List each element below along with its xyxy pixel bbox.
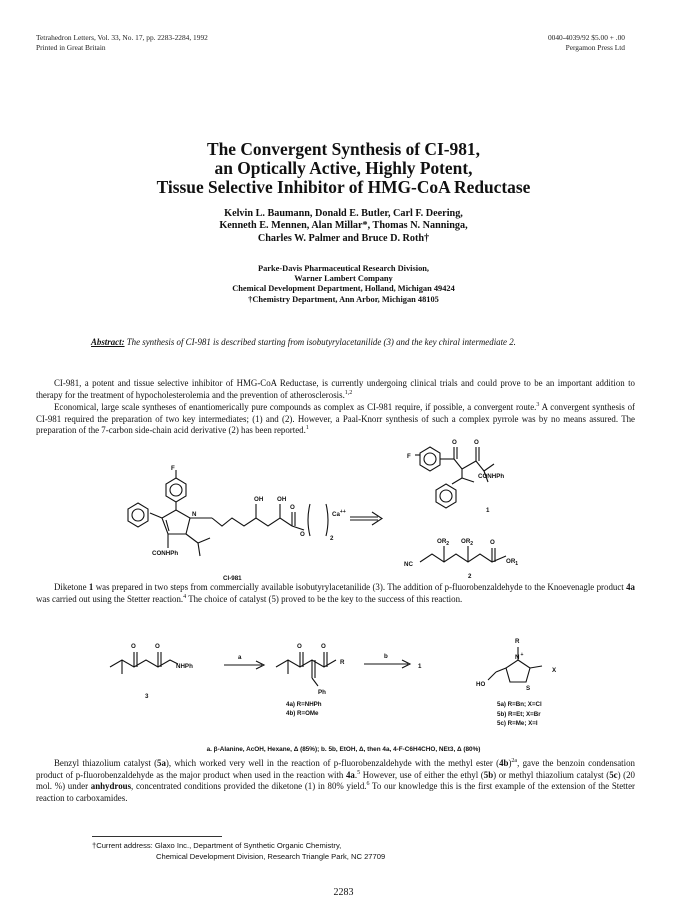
atom-label: R bbox=[515, 638, 520, 645]
paragraph-text: The choice of catalyst (5) proved to be the key to the success of this reaction. bbox=[186, 593, 463, 604]
compound-ref: 5b bbox=[483, 769, 494, 780]
atom-label: Ph bbox=[318, 689, 326, 696]
atom-label: X bbox=[552, 667, 557, 674]
abstract-label: Abstract: bbox=[91, 337, 125, 347]
reference-mark: 3 bbox=[536, 402, 540, 408]
compound-ref: 5a bbox=[157, 758, 166, 768]
compound-4-list bbox=[286, 700, 322, 718]
scheme-2-labels bbox=[131, 638, 557, 700]
paragraph-text: However, use of either the ethyl ( bbox=[362, 769, 484, 780]
atom-label: N bbox=[192, 511, 197, 518]
title-line: The Convergent Synthesis of CI-981, bbox=[207, 139, 480, 159]
author-line: Kenneth E. Mennen, Alan Millar*, Thomas N. Nanninga, bbox=[219, 220, 468, 232]
compound-label: 3 bbox=[145, 693, 149, 700]
atom-label: NHPh bbox=[176, 663, 193, 670]
compound-ref: 4b bbox=[499, 758, 509, 768]
paragraph-text: was carried out using the Stetter reaction. bbox=[36, 593, 184, 604]
atom-label: $OR_2$ bbox=[437, 538, 450, 547]
paragraph-text: Economical, large scale syntheses of enantiomerically pure compounds as complex as CI-981 require, if possible, a convergent route. bbox=[54, 402, 537, 412]
compound-5-entry: 5c) R=Me; X=I bbox=[497, 720, 538, 727]
atom-label: Ca++ bbox=[332, 509, 346, 518]
atom-label: CONHPh bbox=[478, 473, 505, 480]
paragraph-text: ) or methyl thiazolium catalyst ( bbox=[493, 769, 610, 780]
atom-label: R bbox=[340, 659, 345, 666]
atom-label: O bbox=[297, 643, 302, 650]
atom-label: 2 bbox=[330, 535, 334, 542]
abstract-text: The synthesis of CI-981 is described starting from isobutyrylacetanilide (3) and the key chiral intermediate 2. bbox=[124, 337, 516, 347]
reference-mark: 2a bbox=[511, 758, 518, 764]
printed-line: Printed in Great Britain bbox=[36, 42, 106, 52]
reagent-label: b bbox=[384, 653, 388, 660]
reference-mark: 5 bbox=[357, 769, 361, 776]
affiliation-line: Warner Lambert Company bbox=[294, 274, 393, 284]
paragraph-4: Benzyl thiazolium catalyst (5a), which worked very well in the reaction of p-fluorobenzaldehyde with the methyl ester $(4b)^{2a}$, gave the benzoin condensation product of p-fluorobenzaldehyde as the major product when used in the reaction with 4a.$^5$ However, use of either the ethyl (5b) or methyl thiazolium catalyst (5c) (20 mol. %) under anhydrous, concentrated conditions provided the diketone (1) in 80% yield.$^6$ To our knowledge this is the first example of the extension of the Stetter reaction to carboxamides. bbox=[36, 758, 635, 803]
atom-label: O bbox=[155, 643, 160, 650]
paragraph-text: To our knowledge this is the first example of the extension of the Stetter reaction to carboxamides. bbox=[36, 781, 635, 803]
compound-label: 2 bbox=[468, 573, 472, 580]
atom-label: O bbox=[490, 539, 495, 546]
compound-label: 1 bbox=[418, 663, 422, 670]
paragraph-text: A convergent synthesis of CI-981 required the preparation of two key intermediates; (1) and (2). However, a Paal-Knorr synthesis of such a complex pyrrole was by no means assured. The preparation of the 7-carbon side-chain acid derivative (2) has been reported. bbox=[36, 402, 635, 436]
page-number: 2283 bbox=[333, 887, 354, 898]
footnote-rule bbox=[92, 836, 222, 837]
compound-ref: 5c bbox=[609, 769, 618, 780]
author-line: Charles W. Palmer and Bruce D. Roth† bbox=[257, 232, 430, 244]
reference-mark: 1,2 bbox=[344, 389, 353, 396]
compound-4-entry: 4b) R=OMe bbox=[286, 710, 319, 717]
compound-5-list bbox=[497, 700, 542, 729]
compound-4-entry: 4a) R=NHPh bbox=[286, 701, 322, 708]
compound-5-entry: 5a) R=Bn; X=Cl bbox=[497, 701, 542, 708]
footnote-line: Chemical Development Division, Research Triangle Park, NC 27709 bbox=[156, 851, 386, 861]
footnote bbox=[92, 841, 612, 862]
atom-label: O bbox=[131, 643, 136, 650]
atom-label: CONHPh bbox=[152, 550, 179, 557]
compound-ref: 4a bbox=[345, 769, 355, 780]
paragraph-text: Diketone bbox=[54, 582, 89, 592]
reference-mark: 6 bbox=[366, 781, 370, 788]
compound-ref: 4a bbox=[626, 582, 635, 592]
paragraph-text: Benzyl thiazolium catalyst ( bbox=[54, 758, 158, 768]
paragraph-text: , concentrated conditions provided the diketone (1) in 80% yield. bbox=[131, 781, 367, 792]
atom-label: F bbox=[171, 465, 175, 472]
atom-label: O bbox=[452, 439, 457, 446]
affiliation-line: Chemical Development Department, Holland, Michigan 49424 bbox=[232, 284, 455, 294]
publisher-line: Pergamon Press Ltd bbox=[565, 42, 625, 52]
atom-label: S bbox=[526, 685, 531, 692]
compound-label: 1 bbox=[486, 507, 490, 514]
atom-label: NC bbox=[404, 561, 413, 568]
reference-mark: 1 bbox=[305, 425, 309, 432]
scheme-caption: a. β-Alanine, AcOH, Hexane, Δ (85%); b. 5b, EtOH, Δ, then 4a, 4-F-C6H4CHO, NEt3, Δ (80%) bbox=[206, 746, 481, 753]
atom-label: O bbox=[300, 531, 305, 538]
paragraph-text: , gave the benzoin condensation product of p-fluorobenzaldehyde as the major product when used in the reaction with bbox=[36, 758, 635, 780]
atom-label: HO bbox=[476, 681, 486, 688]
reagent-label: a bbox=[238, 654, 242, 661]
footnote-line: †Current address: Glaxo Inc., Department of Synthetic Organic Chemistry, bbox=[92, 841, 342, 850]
atom-label: O bbox=[321, 643, 326, 650]
atom-label: OH bbox=[254, 496, 264, 503]
title-line: Tissue Selective Inhibitor of HMG-CoA Reductase bbox=[156, 177, 531, 197]
paragraph-text: ) (20 mol. %) under bbox=[36, 769, 635, 792]
affiliation-line: †Chemistry Department, Ann Arbor, Michigan 48105 bbox=[248, 294, 439, 304]
paragraph-text: ), which worked very well in the reaction of p-fluorobenzaldehyde with the methyl ester ( bbox=[165, 758, 500, 768]
compound-label: CI-981 bbox=[223, 575, 242, 582]
affiliation-line: Parke-Davis Pharmaceutical Research Division, bbox=[257, 264, 430, 273]
emphasis-text: anhydrous bbox=[90, 781, 132, 792]
atom-label: $OR_1$ bbox=[506, 558, 519, 567]
compound-5-entry: 5b) R=Et; X=Br bbox=[497, 710, 541, 718]
atom-label: OH bbox=[277, 496, 287, 503]
compound-ref: 1 bbox=[88, 582, 94, 592]
atom-label: F bbox=[407, 453, 411, 460]
reference-mark: 4 bbox=[183, 593, 187, 600]
atom-label: O bbox=[290, 504, 295, 511]
atom-label: O bbox=[474, 439, 479, 446]
ring bbox=[506, 660, 530, 682]
title-line: an Optically Active, Highly Potent, bbox=[214, 158, 473, 178]
paragraph-text: CI-981, a potent and tissue selective inhibitor of HMG-CoA Reductase, is currently undergoing clinical trials and could prove to be an important addition to therapy for the treatment of hypocholesterolemia and the prevention of atherosclerosis. bbox=[36, 378, 635, 400]
code-line: 0040-4039/92 $5.00 + .00 bbox=[547, 33, 625, 42]
atom-label: $OR_2$ bbox=[461, 538, 474, 547]
journal-line: Tetrahedron Letters, Vol. 33, No. 17, pp. 2283-2284, 1992 bbox=[36, 33, 208, 42]
paragraph-text: was prepared in two steps from commercially available isobutyrylacetanilide (3). The addition of p-fluorobenzaldehyde to the Knoevenagle product bbox=[93, 582, 627, 592]
author-line: Kelvin L. Baumann, Donald E. Butler, Carl F. Deering, bbox=[224, 208, 463, 219]
atom-label: N+ bbox=[515, 652, 524, 661]
